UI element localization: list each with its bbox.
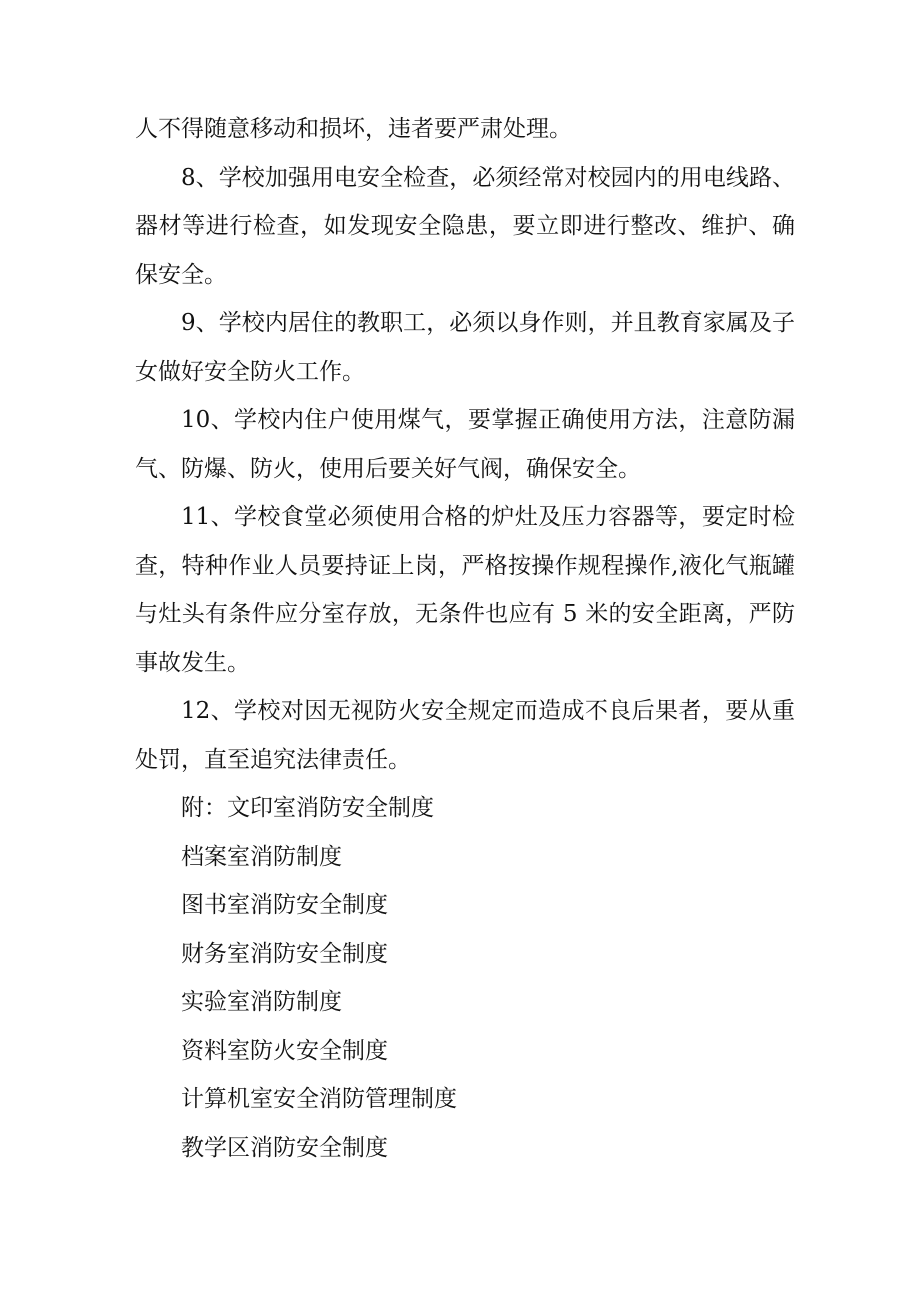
appendix-heading: 附：文印室消防安全制度 <box>181 795 434 821</box>
text-line-5: 9、学校内居住的教职工，必须以身作则，并且教育家属及子 <box>181 310 795 336</box>
text-line-1: 人不得随意移动和损坏，违者要严肃处理。 <box>135 116 572 142</box>
appendix-item: 档案室消防制度 <box>181 843 342 870</box>
text-line-3: 器材等进行检查，如发现安全隐患，要立即进行整改、维护、确 <box>135 213 795 239</box>
text-line-7: 10、学校内住户使用煤气，要掌握正确使用方法，注意防漏 <box>181 407 795 433</box>
text-line-10: 查，特种作业人员要持证上岗，严格按操作规程操作,液化气瓶罐 <box>135 552 795 579</box>
document-body <box>135 105 795 1172</box>
appendix-item: 教学区消防安全制度 <box>181 1134 388 1161</box>
text-line-9: 11、学校食堂必须使用合格的炉灶及压力容器等，要定时检 <box>181 504 795 530</box>
appendix-item: 财务室消防安全制度 <box>181 940 388 967</box>
appendix-item: 图书室消防安全制度 <box>181 892 388 918</box>
text-line-4: 保安全。 <box>135 261 227 288</box>
text-line-12: 事故发生。 <box>135 649 250 676</box>
text-line-14: 处罚，直至追究法律责任。 <box>135 746 411 773</box>
text-line-2: 8、学校加强用电安全检查，必须经常对校园内的用电线路、 <box>181 164 795 191</box>
text-line-11: 与灶头有条件应分室存放，无条件也应有 5 米的安全距离，严防 <box>135 601 795 627</box>
text-line-13: 12、学校对因无视防火安全规定而造成不良后果者，要从重 <box>181 698 795 724</box>
appendix-item: 计算机室安全消防管理制度 <box>181 1086 457 1112</box>
appendix-item: 资料室防火安全制度 <box>181 1037 388 1064</box>
text-line-8: 气、防爆、防火，使用后要关好气阀，确保安全。 <box>135 455 641 482</box>
appendix-item: 实验室消防制度 <box>181 989 342 1015</box>
text-line-6: 女做好安全防火工作。 <box>135 358 365 385</box>
